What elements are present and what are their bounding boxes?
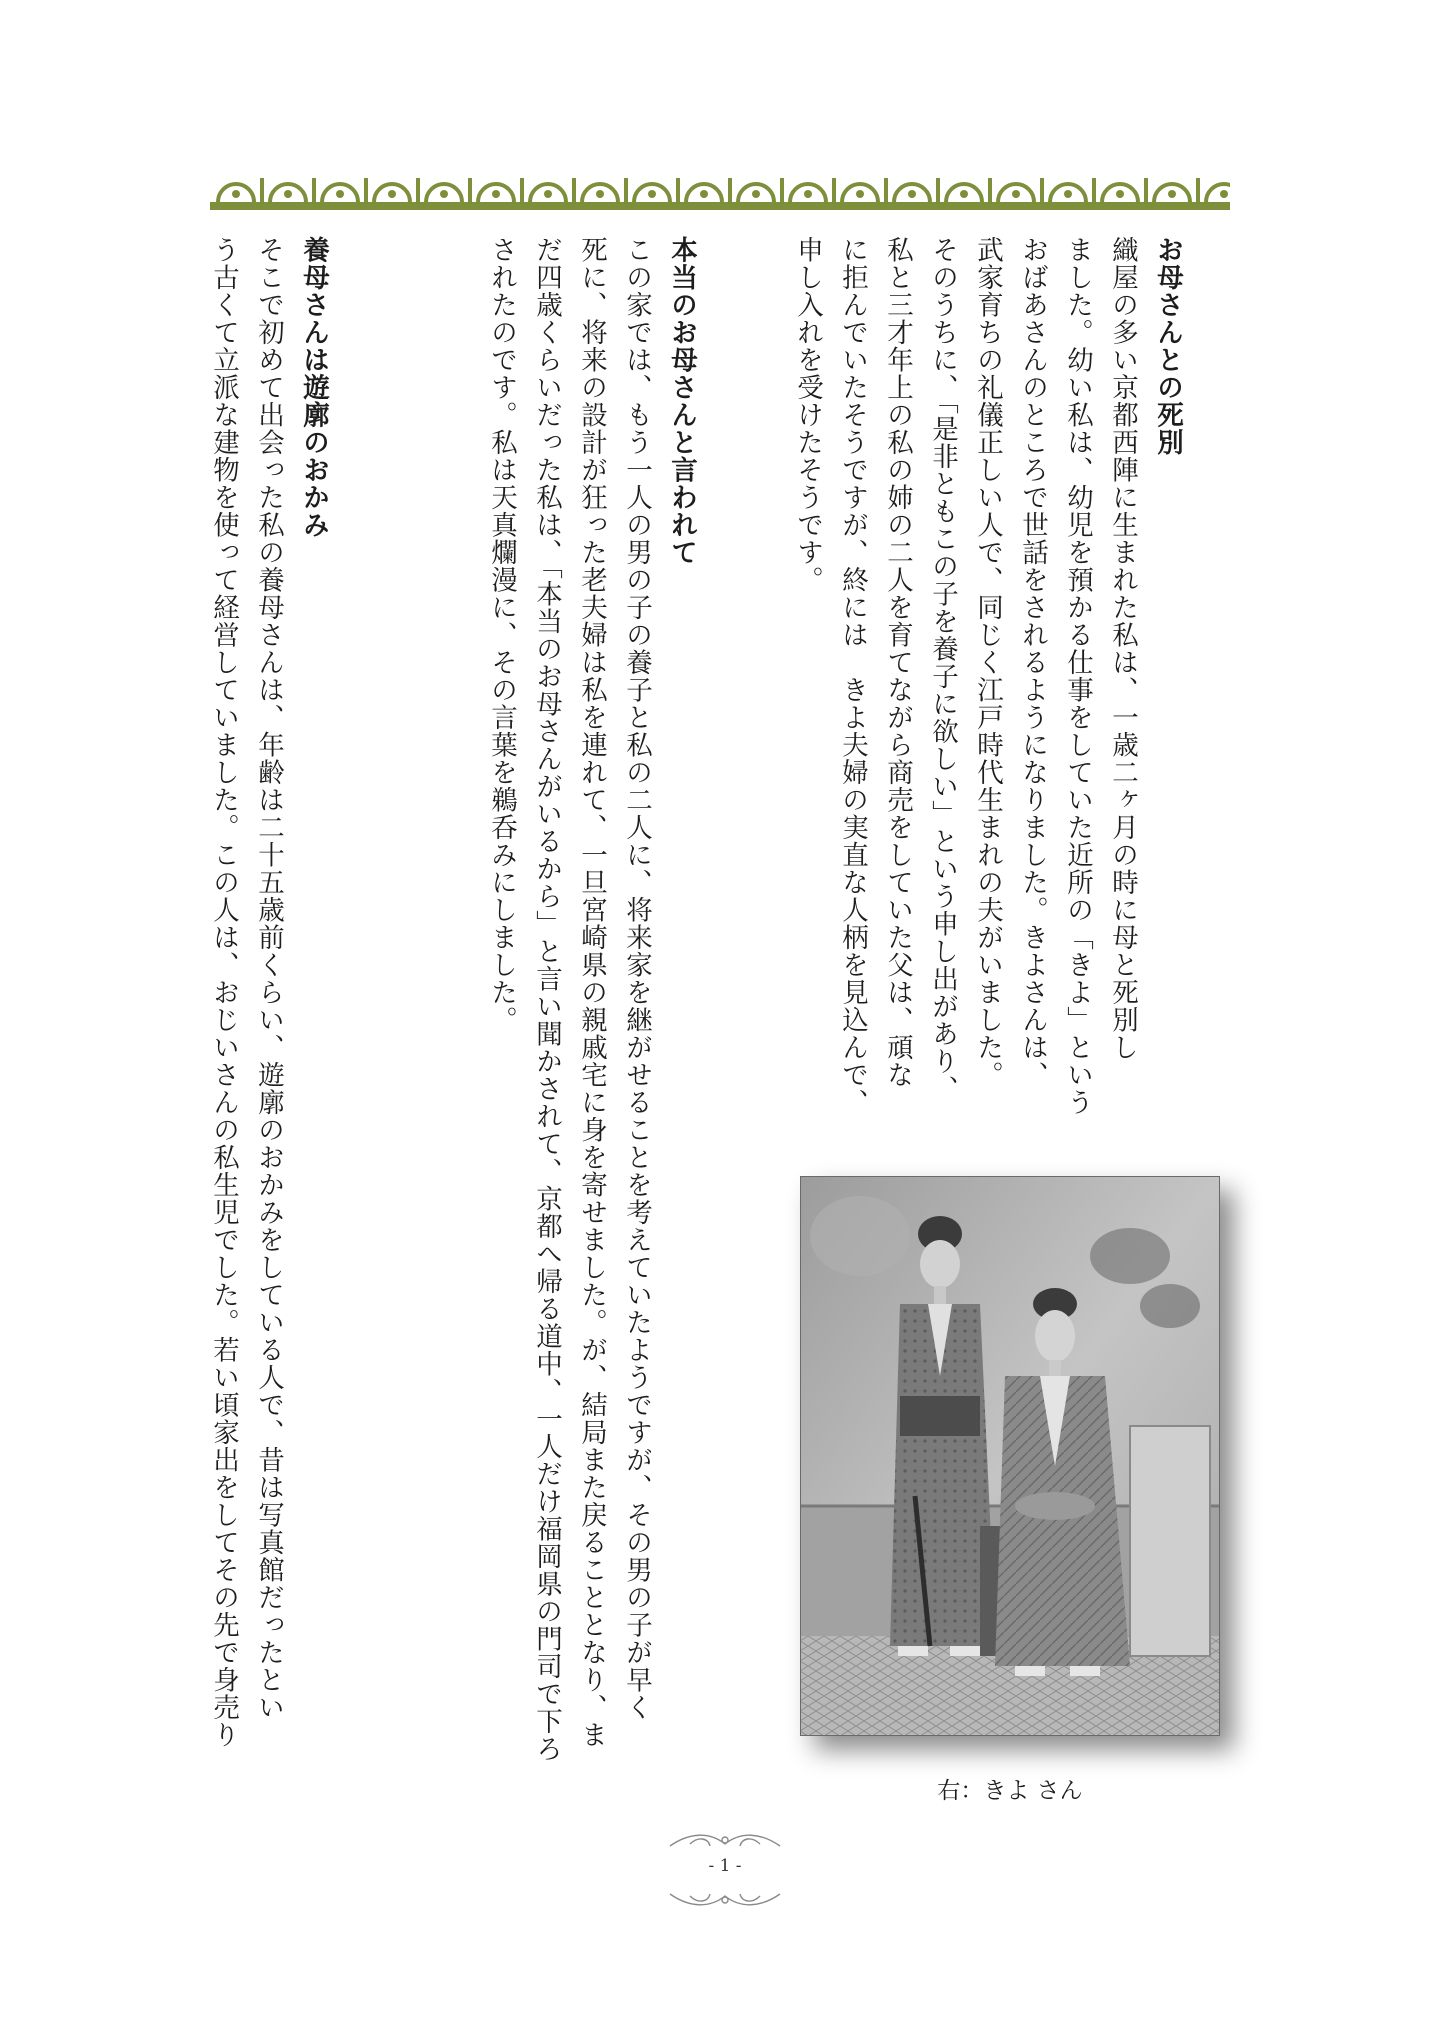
fan-motif [1050,178,1096,202]
fan-motif [790,178,836,202]
fan-motif [582,178,628,202]
text-line: 申し入れを受けたそうです。 [792,236,823,594]
text-block-real-mother [479,236,704,1766]
photo-caption: 右：きよ さん [937,1778,1083,1804]
fan-motif [1102,178,1148,202]
section-heading: 本当のお母さんと言われて [666,236,697,566]
text-line: に拒んでいたそうですが、終には きよ夫婦の実直な人柄を見込んで、 [837,236,868,1116]
fan-motif [218,178,264,202]
text-line: 私と三才年上の私の姉の二人を育てながら商売をしていた父は、頑な [882,236,913,1089]
photo-two-women-kimono [800,1176,1220,1736]
text-line: この家では、もう一人の男の子の養子と私の二人に、将来家を継がせることを考えていたようですが、その男の子が早く [621,236,652,1721]
fan-motif [530,178,576,202]
section-heading: 養母さんは遊廓のおかみ [298,236,329,539]
decorative-border [210,168,1230,212]
text-line: されたのです。私は天真爛漫に、その言葉を鵜呑みにしました。 [486,236,517,1034]
border-base-band [210,202,1230,210]
text-line: だ四歳くらいだった私は、「本当のお母さんがいるから」と言い聞かされて、京都へ帰る道中、一人だけ福岡県の門司で下ろ [531,236,562,1763]
text-line: おばあさんのところで世話をされるようになりました。きよさんは、 [1017,236,1048,1089]
fan-motif [946,178,992,202]
text-block-mother-death [785,236,1190,1116]
text-line: 織屋の多い京都西陣に生まれた私は、一歳二ヶ月の時に母と死別し [1107,236,1138,1061]
fan-motif [1206,184,1230,202]
text-block-foster-mother [201,236,336,1766]
fan-motif [738,178,784,202]
text-line: 武家育ちの礼儀正しい人で、同じく江戸時代生まれの夫がいました。 [972,236,1003,1089]
historical-photo [800,1176,1220,1736]
fan-motif [322,178,368,202]
text-line: そこで初めて出会った私の養母さんは、年齢は二十五歳前くらい、遊廓のおかみをしている人で、昔は写真館だったとい [253,236,284,1721]
fan-motif [426,178,472,202]
fan-motif [634,178,680,202]
fan-motif [374,178,420,202]
fan-motif [842,178,888,202]
fan-motif [1154,178,1200,202]
text-line: そのうちに、「是非ともこの子を養子に欲しい」という申し出があり、 [927,236,958,1103]
fan-motif [478,178,524,202]
fan-motif [894,178,940,202]
section-heading: お母さんとの死別 [1152,236,1183,456]
fan-motif [686,178,732,202]
text-line: う古くて立派な建物を使って経営していました。この人は、おじいさんの私生児でした。若い頃家出をしてその先で身売り [208,236,239,1749]
page-number: - 1 - [708,1856,742,1876]
fan-motif [998,178,1044,202]
fan-motif [270,178,316,202]
text-line: 死に、将来の設計が狂った老夫婦は私を連れて、一旦宮崎県の親戚宅に身を寄せました。が、結局また戻ることとなり、ま [576,236,607,1749]
text-line: ました。幼い私は、幼児を預かる仕事をしていた近所の「きよ」という [1062,236,1093,1116]
